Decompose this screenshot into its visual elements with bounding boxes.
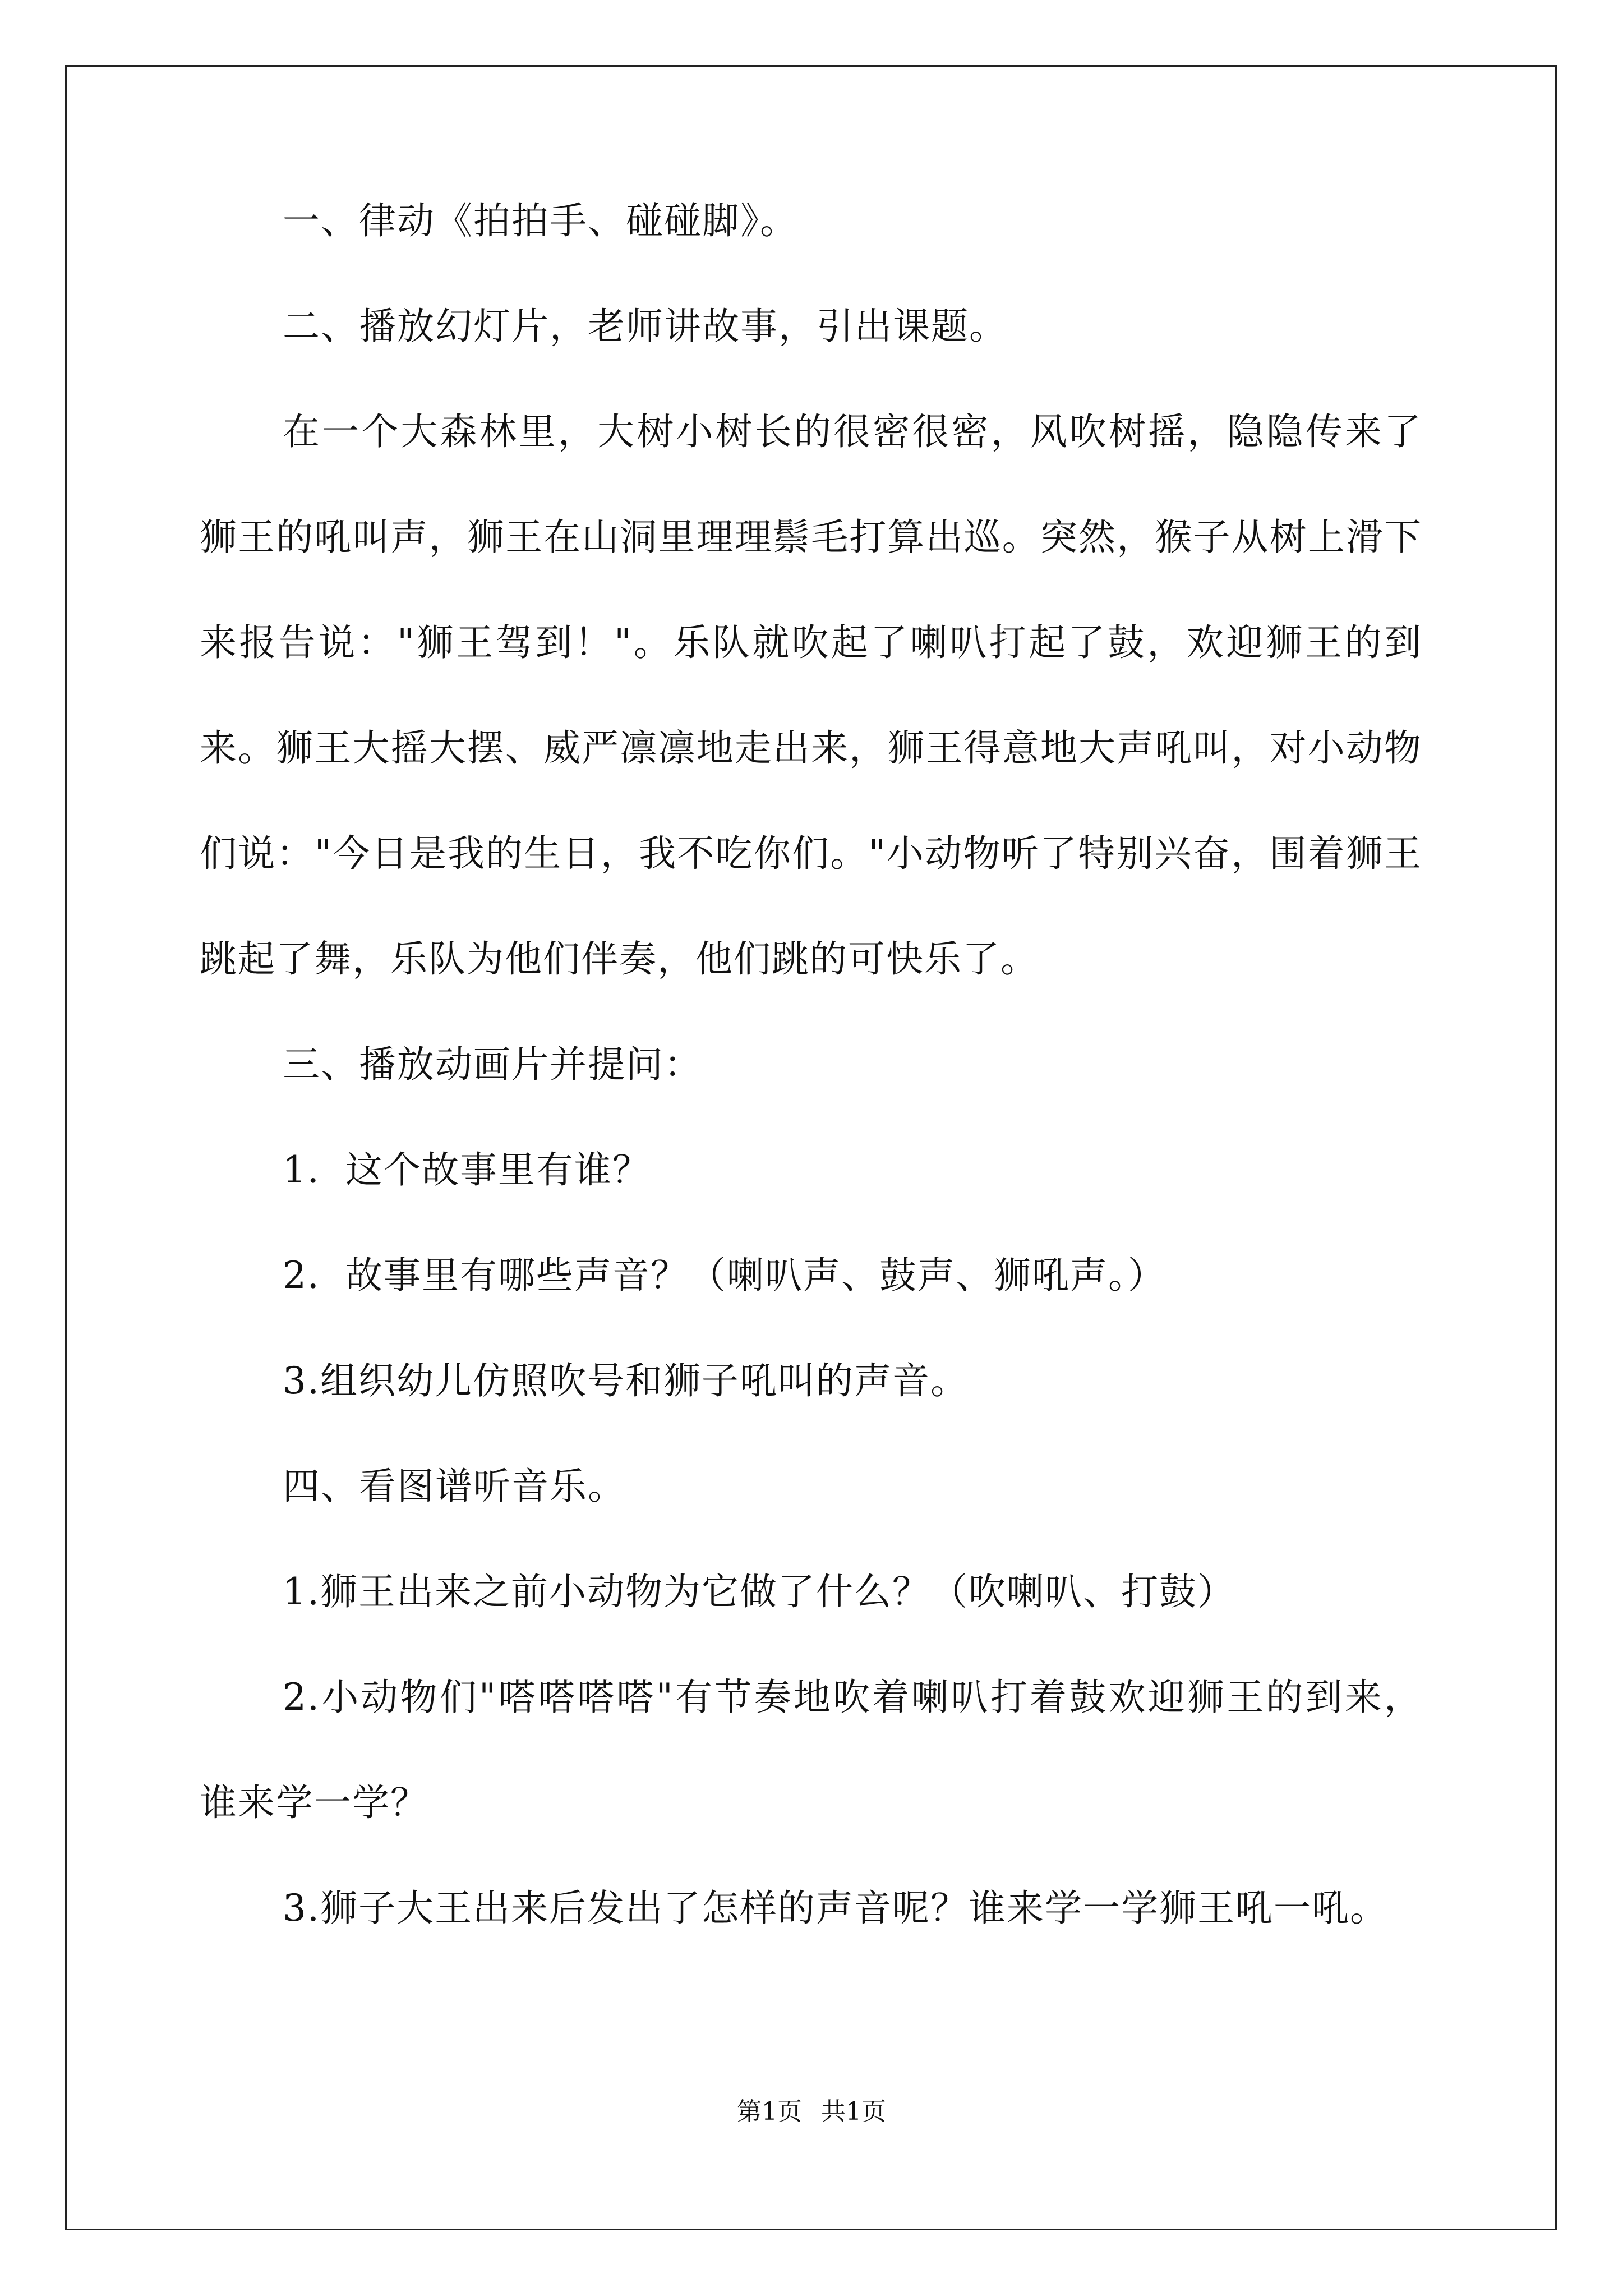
paragraph-step-4: 四、看图谱听音乐。 <box>283 1465 626 1508</box>
paragraph-step-2: 二、播放幻灯片，老师讲故事，引出课题。 <box>283 305 1007 348</box>
paragraph-question-2: 2．故事里有哪些声音？（喇叭声、鼓声、狮吼声。） <box>283 1254 1166 1297</box>
paragraph-item-3: 3.狮子大王出来后发出了怎样的声音呢？谁来学一学狮王吼一吼。 <box>283 1887 1388 1930</box>
page-current: 第1页 <box>737 2097 802 2126</box>
paragraph-story: 在一个大森林里，大树小树长的很密很密，风吹树摇，隐隐传来了狮王的吼叫声，狮王在山洞里理理鬃毛打算出巡。突然，猴子从树上滑下来报告说："狮王驾到！"。乐队就吹起了喇叭打起了鼓，欢迎狮王的到来。狮王大摇大摆、威严凛凛地走出来，狮王得意地大声吼叫，对小动物们说："今日是我的生日，我不吃你们。"小动物听了特别兴奋，围着狮王跳起了舞，乐队为他们伴奏，他们跳的可快乐了。 <box>200 410 1422 981</box>
paragraph-question-3: 3.组织幼儿仿照吹号和狮子吼叫的声音。 <box>283 1359 969 1402</box>
page-footer <box>0 2091 1623 2127</box>
paragraph-item-1: 1.狮王出来之前小动物为它做了什么？（吹喇叭、打鼓） <box>283 1570 1235 1613</box>
page-total: 共1页 <box>821 2097 886 2126</box>
paragraph-step-1: 一、律动《拍拍手、碰碰脚》。 <box>283 199 798 242</box>
document-body <box>200 168 1422 1961</box>
paragraph-item-2: 2.小动物们"嗒嗒嗒嗒"有节奏地吹着喇叭打着鼓欢迎狮王的到来，谁来学一学？ <box>200 1676 1422 1824</box>
paragraph-step-3: 三、播放动画片并提问： <box>283 1043 702 1086</box>
paragraph-question-1: 1．这个故事里有谁？ <box>283 1148 651 1191</box>
